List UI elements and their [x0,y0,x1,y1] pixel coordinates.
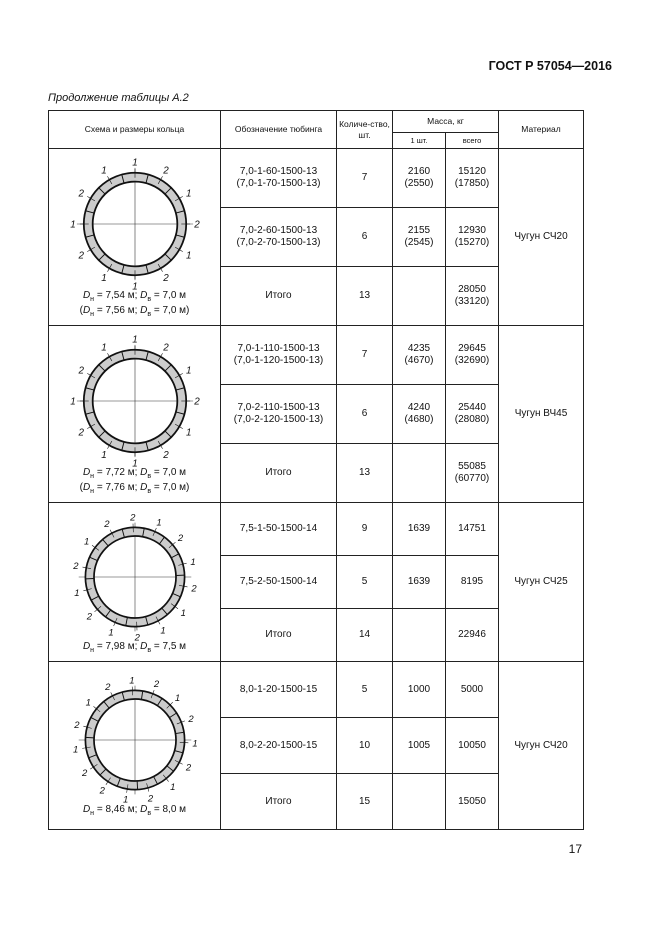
mass-per-piece [393,503,446,556]
mass-per-piece [393,718,446,774]
segment-mark: 1 [83,536,89,548]
segment-mark: 2 [190,583,197,595]
material-cell: Чугун СЧ20 [499,662,584,830]
segment-quantity-value: 10 [358,739,371,751]
segment-quantity [337,326,393,385]
mass-total-value: 8195 [460,576,484,587]
segment-quantity-value: 9 [361,523,368,534]
outer-diameter-alt: 7,76 [105,482,125,493]
mass-total [446,326,499,385]
segment-mark: 2 [134,632,140,644]
segment-designation-alt-value: (7,0-2-120-1500-13) [233,414,324,425]
inner-diameter-alt: 7,0 [162,305,177,316]
mass-total-value: 28050 [458,284,486,295]
segment-designation [221,556,337,609]
segment-designation [221,662,337,718]
segment-mark: 1 [169,782,175,794]
mass-total-alt-value: (60770) [454,473,490,484]
segment-table [48,110,584,830]
ring-scheme-cell [49,503,221,662]
segment-designation [221,609,337,662]
segment-mark: 2 [177,532,183,544]
mass-per-piece-value: 2155 [407,225,431,236]
mass-per-piece [393,662,446,718]
inner-diameter: 7,0 [162,290,177,302]
mass-total-value: 29645 [458,343,486,354]
segment-quantity [337,662,393,718]
mass-total-value: 12930 [458,225,486,236]
segment-mark: 2 [78,250,84,262]
segment-mark: 1 [73,587,80,599]
mass-total-value: 15120 [458,166,486,177]
segment-designation [221,718,337,774]
inner-diameter-alt: 7,0 [162,482,177,493]
mass-total-value: 14751 [458,523,486,534]
mass-per-piece-alt-value: (2550) [404,178,434,189]
segment-designation [221,267,337,326]
segment-mark: 1 [100,165,107,177]
outer-diameter: 8,46 [105,804,125,816]
mass-total-alt-value: (28080) [454,414,490,425]
col-mass-one-header: 1 шт. [393,133,446,149]
segment-mark: 2 [78,427,84,439]
segment-quantity [337,503,393,556]
mass-total [446,556,499,609]
segment-mark: 1 [122,794,128,806]
segment-mark: 1 [100,450,107,462]
segment-designation [221,149,337,208]
segment-mark: 2 [78,188,84,200]
mass-per-piece [393,609,446,662]
mass-total [446,503,499,556]
segment-designation-value: 7,0-2-110-1500-13 [237,402,320,413]
segment-mark: 1 [180,607,186,619]
table-row [49,662,584,718]
mass-total-alt-value: (33120) [454,296,490,307]
segment-mark: 1 [100,342,107,354]
mass-total-value: 22946 [458,629,486,640]
mass-total [446,444,499,503]
segment-mark: 1 [159,625,166,637]
ring-scheme-cell [49,662,221,830]
mass-per-piece-value: 1639 [407,523,431,534]
segment-designation [221,774,337,830]
inner-diameter: 7,5 [162,640,177,652]
segment-mark: 1 [85,697,91,709]
col-scheme-header: Схема и размеры кольца [49,111,221,149]
segment-quantity [337,609,393,662]
segment-designation [221,385,337,444]
mass-total [446,662,499,718]
segment-designation-value: 8,0-2-20-1500-15 [239,739,318,751]
segment-mark: 2 [147,793,153,805]
segment-designation-value: 8,0-1-20-1500-15 [239,683,318,695]
segment-quantity [337,444,393,503]
outer-diameter: 7,54 [105,290,125,302]
segment-designation-value: 7,0-1-110-1500-13 [237,343,320,354]
mass-total-value: 5000 [460,683,484,695]
segment-quantity-value: 5 [361,576,368,587]
material-cell: Чугун СЧ25 [499,503,584,662]
segment-mark: 1 [69,219,76,231]
table-continuation-caption: Продолжение таблицы А.2 [48,92,189,104]
col-quantity-header: Количе-ство, шт. [337,111,393,149]
outer-diameter: 7,72 [105,467,125,479]
segment-designation-value: Итого [265,795,292,807]
ring-diagram [69,334,200,470]
segment-mark: 1 [191,738,198,750]
material-cell: Чугун СЧ20 [499,149,584,326]
segment-mark: 2 [162,165,169,177]
segment-designation-value: 7,0-2-60-1500-13 [239,225,318,236]
segment-designation-value: Итого [265,629,292,640]
segment-mark: 1 [185,250,191,262]
mass-per-piece-value: 1000 [407,683,431,695]
ring-dimensions: $D_н = 8,46$ м; $D_в = 8,0$ м [82,804,187,818]
segment-mark: 1 [72,744,78,756]
segment-mark: 1 [131,334,138,346]
inner-diameter: 7,0 [162,467,177,479]
segment-mark: 2 [72,560,79,572]
mass-total-value: 15050 [458,795,486,807]
table-row [49,149,584,208]
ring-scheme-cell [49,149,221,326]
segment-quantity-value: 13 [358,467,371,478]
segment-quantity-value: 6 [361,231,368,242]
ring-scheme-cell [49,326,221,503]
mass-per-piece-value: 4235 [407,343,431,354]
segment-mark: 1 [107,627,114,639]
segment-quantity [337,385,393,444]
mass-total [446,385,499,444]
mass-per-piece-alt-value: (4670) [404,355,434,366]
segment-mark: 1 [131,157,138,169]
ring-dimensions: $D_н = 7,72$ м; $D_в = 7,0$ м ($D_н = 7,76$ м; $D_в = 7,0$ м) [79,467,190,495]
mass-total [446,208,499,267]
col-mass-header: Масса, кг [393,111,499,133]
mass-per-piece-value: 4240 [407,402,431,413]
mass-per-piece-value: 1639 [407,576,431,587]
segment-quantity [337,149,393,208]
table-row [49,326,584,385]
segment-quantity-value: 6 [361,408,368,419]
outer-diameter: 7,98 [105,640,125,652]
ring-dimensions: $D_н = 7,98$ м; $D_в = 7,5$ м [82,640,187,654]
segment-mark: 1 [185,365,191,377]
segment-designation-value: Итого [265,290,292,301]
standard-header: ГОСТ Р 57054—2016 [488,59,612,73]
segment-mark: 2 [78,365,84,377]
segment-mark: 1 [189,556,196,568]
mass-per-piece-value: 2160 [407,166,431,177]
segment-designation [221,444,337,503]
mass-per-piece [393,385,446,444]
segment-designation [221,503,337,556]
mass-total [446,718,499,774]
segment-mark: 1 [100,273,107,285]
segment-mark: 2 [187,713,194,725]
segment-designation-value: 7,5-2-50-1500-14 [239,576,318,587]
segment-quantity [337,556,393,609]
mass-per-piece-alt-value: (2545) [404,237,434,248]
page-number: 17 [568,842,582,856]
mass-total [446,149,499,208]
segment-designation-value: 7,5-1-50-1500-14 [239,523,318,534]
mass-total [446,609,499,662]
segment-mark: 1 [174,692,180,704]
mass-total-value: 10050 [458,739,486,751]
segment-mark: 2 [81,768,87,780]
segment-quantity [337,208,393,267]
segment-quantity [337,267,393,326]
outer-diameter-alt: 7,56 [105,305,125,316]
segment-designation [221,326,337,385]
segment-mark: 2 [103,518,110,530]
segment-mark: 2 [193,396,200,408]
segment-designation-value: 7,0-1-60-1500-13 [239,166,318,177]
mass-per-piece-alt-value: (4680) [404,414,434,425]
segment-mark: 1 [131,458,138,470]
mass-per-piece [393,774,446,830]
segment-mark: 2 [73,719,80,731]
mass-total-value: 55085 [458,461,486,472]
segment-mark: 2 [153,679,159,691]
segment-mark: 2 [162,450,169,462]
segment-quantity-value: 14 [358,629,371,640]
segment-quantity-value: 5 [361,683,368,695]
segment-designation-value: Итого [265,467,292,478]
segment-mark: 2 [104,681,110,693]
segment-mark: 1 [131,281,138,293]
mass-total-alt-value: (17850) [454,178,490,189]
segment-quantity-value: 15 [358,795,371,807]
segment-mark: 2 [162,342,169,354]
segment-quantity [337,718,393,774]
segment-designation-alt-value: (7,0-1-70-1500-13) [236,178,321,189]
ring-diagram [72,511,197,644]
mass-total-alt-value: (32690) [454,355,490,366]
segment-mark: 1 [155,516,162,528]
segment-quantity [337,774,393,830]
segment-designation-alt-value: (7,0-2-70-1500-13) [236,237,321,248]
mass-total-value: 25440 [458,402,486,413]
segment-designation-alt-value: (7,0-1-120-1500-13) [233,355,324,366]
mass-per-piece-value: 1005 [407,739,431,751]
mass-total-alt-value: (15270) [454,237,490,248]
segment-quantity-value: 7 [361,172,368,183]
col-mass-total-header: всего [446,133,499,149]
material-cell: Чугун ВЧ45 [499,326,584,503]
inner-diameter: 8,0 [162,804,177,816]
segment-mark: 2 [86,611,92,623]
table-row [49,503,584,556]
mass-total [446,267,499,326]
segment-mark: 1 [185,188,191,200]
mass-total [446,774,499,830]
segment-mark: 2 [162,273,169,285]
mass-per-piece [393,326,446,385]
mass-per-piece [393,149,446,208]
segment-mark: 1 [128,675,135,687]
mass-per-piece [393,208,446,267]
segment-quantity-value: 13 [358,290,371,301]
segment-mark: 1 [185,427,191,439]
segment-mark: 1 [69,396,76,408]
mass-per-piece [393,556,446,609]
segment-mark: 2 [129,511,135,523]
col-material-header: Материал [499,111,584,149]
mass-per-piece [393,444,446,503]
ring-diagram [69,157,200,293]
segment-mark: 2 [99,785,105,797]
mass-per-piece [393,267,446,326]
ring-diagram [72,675,198,806]
segment-mark: 2 [193,219,200,231]
col-designation-header: Обозначение тюбинга [221,111,337,149]
segment-quantity-value: 7 [361,349,368,360]
ring-dimensions: $D_н = 7,54$ м; $D_в = 7,0$ м ($D_н = 7,56$ м; $D_в = 7,0$ м) [79,290,190,318]
segment-mark: 2 [185,762,191,774]
segment-designation [221,208,337,267]
